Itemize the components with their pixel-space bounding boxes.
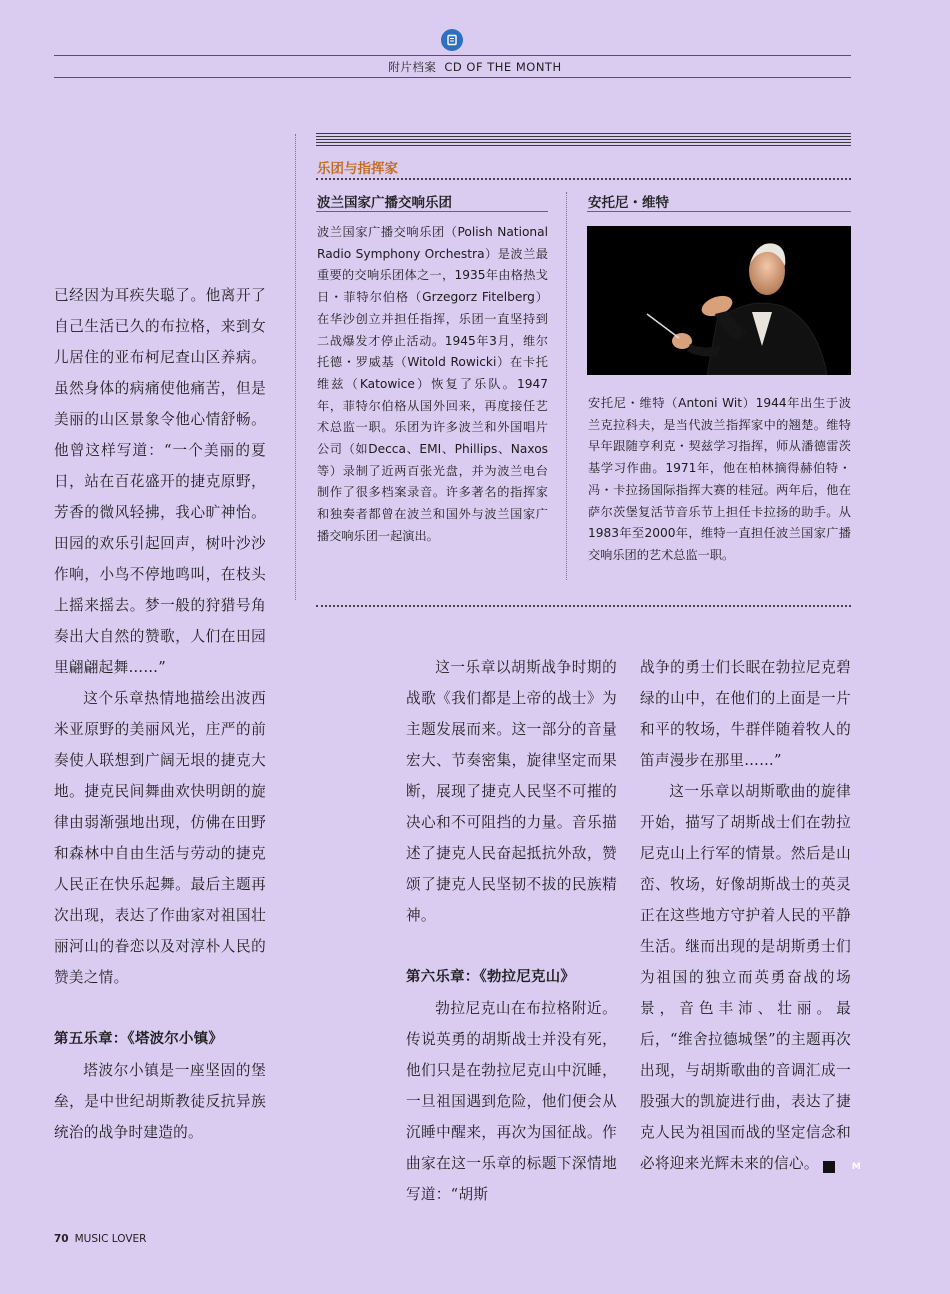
magazine-name: MUSIC LOVER bbox=[74, 1233, 147, 1245]
paragraph: 战争的勇士们长眠在勃拉尼克碧绿的山中，在他们的上面是一片和平的牧场，牛群伴随着牧人的笛声漫步在那里……” bbox=[640, 659, 851, 769]
conductor-description: 安托尼・维特（Antoni Wit）1944年出生于波兰克拉科夫，是当代波兰指挥家中的翘楚。维特早年跟随亨利克・契兹学习指挥，师从潘德雷茨基学习作曲。1971年，他在柏林摘得赫伯特・冯・卡拉扬国际指挥大赛的桂冠。两年后，他在萨尔茨堡复活节音乐节上担任卡拉扬的助手。从1983年至2000年，维特一直担任波兰国家广播交响乐团的艺术总监一职。 bbox=[588, 396, 851, 562]
page-number: 70 bbox=[54, 1233, 69, 1245]
paragraph-text: 这一乐章以胡斯歌曲的旋律开始，描写了胡斯战士们在勃拉尼克山上行军的情景。然后是山峦、牧场，好像胡斯战士的英灵正在这些地方守护着人民的平静生活。继而出现的是胡斯勇士们为祖国的独立而英勇奋战的场景，音色丰沛、壮丽。最后，“维舍拉德城堡”的主题再次出现，与胡斯歌曲的音调汇成一股强大的凯旋进行曲，表达了捷克人民为祖国而战的坚定信念和必将迎来光辉未来的信心。 bbox=[640, 783, 851, 1172]
paragraph: 已经因为耳疾失聪了。他离开了自己生活已久的布拉格，来到女儿居住的亚布柯尼查山区养病。虽然身体的病痛使他痛苦，但是美丽的山区景象令他心情舒畅。他曾这样写道：“一个美丽的夏日，站在百花盛开的捷克原野，芳香的微风轻拂，我心旷神怡。田园的欢乐引起回声，树叶沙沙作响，小鸟不停地鸣叫，在枝头上摇来摇去。梦一般的狩猎号角奏出大自然的赞歌，人们在田园里翩翩起舞……” bbox=[54, 287, 266, 676]
body-column-middle bbox=[406, 652, 617, 1210]
article-end-mark: M bbox=[823, 1161, 835, 1173]
orchestra-heading: 波兰国家广播交响乐团 bbox=[317, 195, 452, 211]
section-name-en: CD OF THE MONTH bbox=[444, 60, 562, 74]
orchestra-heading-rule bbox=[316, 211, 548, 212]
sidebar-divider-inner bbox=[566, 192, 567, 580]
magazine-section-icon bbox=[441, 29, 463, 51]
movement-6-heading: 第六乐章：《勃拉尼克山》 bbox=[406, 969, 576, 985]
movement-5-heading: 第五乐章：《塔波尔小镇》 bbox=[54, 1031, 224, 1047]
header-rule-top bbox=[54, 55, 851, 56]
conductor-heading: 安托尼・维特 bbox=[588, 195, 669, 211]
body-column-right bbox=[640, 652, 862, 1179]
conductor-photo bbox=[587, 226, 851, 375]
orchestra-description: 波兰国家广播交响乐团（Polish National Radio Symphony Orchestra）是波兰最重要的交响乐团体之一，1935年由格热戈日・菲特尔伯格（Grzegorz Fitelberg）在华沙创立并担任指挥，乐团一直坚持到二战爆发才停止活动。1945年3月，维尔托德・罗威基（Witold Rowicki）在卡托维兹（Katowice）恢复了乐队。1947年，菲特尔伯格从国外回来，再度接任艺术总监一职。乐团为许多波兰和外国唱片公司（如Decca、EMI、Phillips、Naxos等）录制了近两百张光盘，并为波兰电台制作了很多档案录音。许多著名的指挥家和独奏者都曾在波兰和国外与波兰国家广播交响乐团一起演出。 bbox=[317, 225, 548, 543]
conductor-heading-rule bbox=[587, 211, 851, 212]
paragraph: 塔波尔小镇是一座坚固的堡垒，是中世纪胡斯教徒反抗异族统治的战争时建造的。 bbox=[54, 1062, 266, 1141]
sidebar-divider-vertical bbox=[295, 134, 296, 600]
paragraph: 这个乐章热情地描绘出波西米亚原野的美丽风光，庄严的前奏使人联想到广阔无垠的捷克大地。捷克民间舞曲欢快明朗的旋律由弱渐强地出现，仿佛在田野和森林中自由生活与劳动的捷克人民正在快乐起舞。最后主题再次出现，表达了作曲家对祖国壮丽河山的眷恋以及对淳朴人民的赞美之情。 bbox=[54, 690, 266, 986]
body-column-left bbox=[54, 280, 266, 1148]
section-name-cn: 附片档案 bbox=[388, 60, 437, 74]
paragraph bbox=[640, 776, 862, 1179]
header-rule-bottom bbox=[54, 77, 851, 78]
paragraph: 勃拉尼克山在布拉格附近。传说英勇的胡斯战士并没有死，他们只是在勃拉尼克山中沉睡，一旦祖国遇到危险，他们便会从沉睡中醒来，再次为国征战。作曲家在这一乐章的标题下深情地写道：“胡斯 bbox=[406, 1000, 617, 1203]
paragraph: 这一乐章以胡斯战争时期的战歌《我们都是上帝的战士》为主题发展而来。这一部分的音量宏大、节奏密集，旋律坚定而果断，展现了捷克人民坚不可摧的决心和不可阻挡的力量。音乐描述了捷克人民奋起抵抗外敌，赞颂了捷克人民坚韧不拔的民族精神。 bbox=[406, 659, 617, 924]
sidebar-dotted-rule-bottom bbox=[316, 605, 851, 607]
sidebar-title: 乐团与指挥家 bbox=[317, 161, 398, 177]
sidebar-top-stripes bbox=[316, 133, 851, 147]
sidebar-dotted-rule-top bbox=[316, 178, 851, 180]
section-header bbox=[0, 59, 950, 75]
page-footer bbox=[54, 1233, 146, 1245]
